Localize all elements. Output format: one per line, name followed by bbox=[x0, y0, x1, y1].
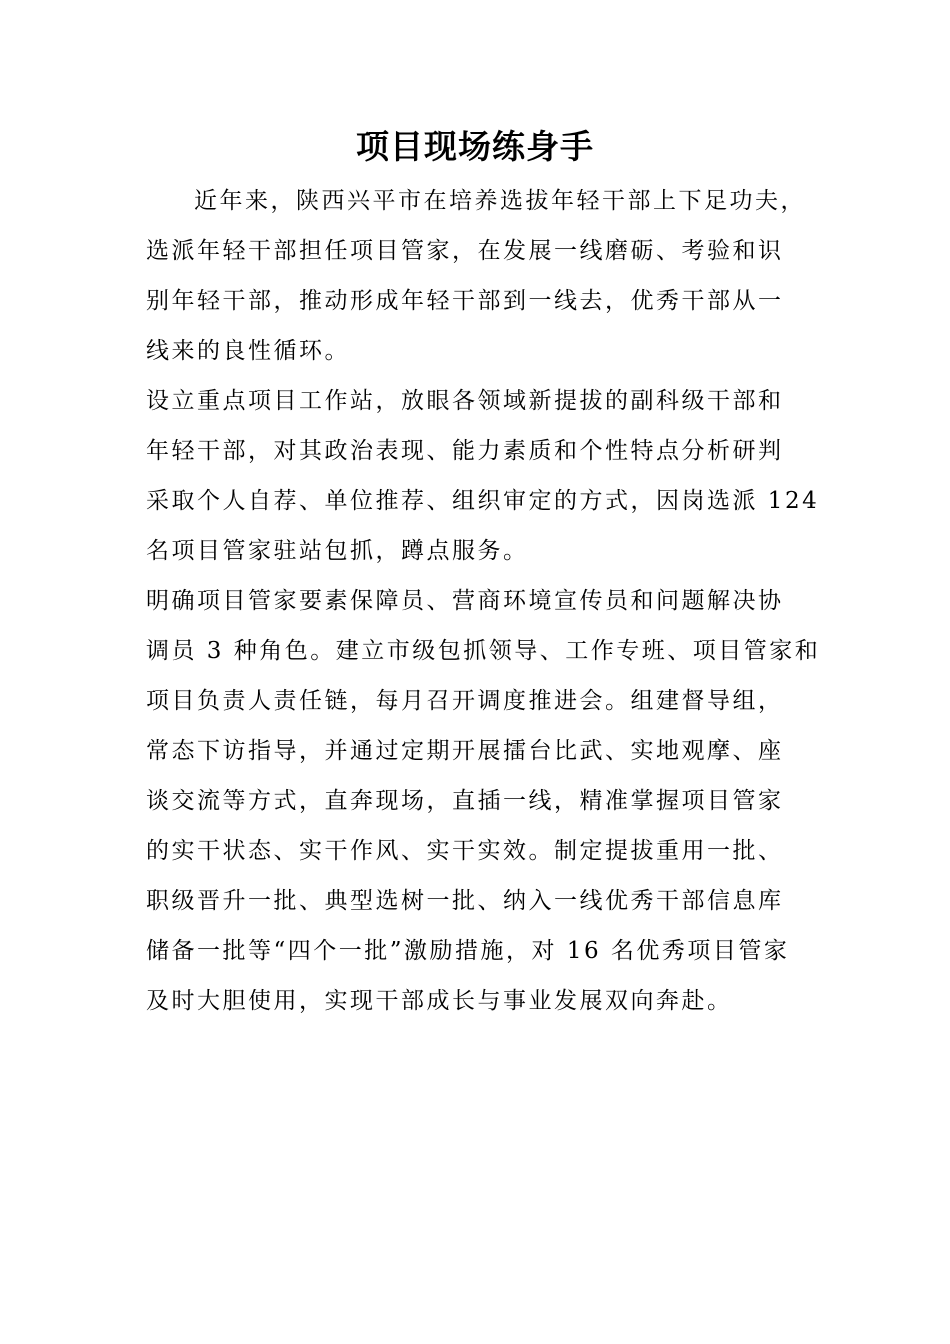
document-body bbox=[146, 176, 836, 1026]
paragraph-line: 明确项目管家要素保障员、营商环境宣传员和问题解决协 bbox=[146, 588, 784, 614]
paragraph-line: 的实干状态、实干作风、实干实效。制定提拔重用一批、 bbox=[146, 838, 784, 864]
paragraph-line: 储备一批等“四个一批”激励措施，对 16 名优秀项目管家 bbox=[146, 938, 790, 964]
paragraph-line: 常态下访指导，并通过定期开展擂台比武、实地观摩、座 bbox=[146, 738, 784, 764]
paragraph-line: 线来的良性循环。 bbox=[146, 338, 350, 364]
paragraph-line: 近年来，陕西兴平市在培养选拔年轻干部上下足功夫， bbox=[194, 188, 806, 214]
paragraph-line: 别年轻干部，推动形成年轻干部到一线去，优秀干部从一 bbox=[146, 288, 784, 314]
paragraph-line: 选派年轻干部担任项目管家，在发展一线磨砺、考验和识 bbox=[146, 238, 784, 264]
paragraph-line: 及时大胆使用，实现干部成长与事业发展双向奔赴。 bbox=[146, 988, 733, 1014]
document-title: 项目现场练身手 bbox=[356, 127, 594, 166]
paragraph-line: 设立重点项目工作站，放眼各领域新提拔的副科级干部和 bbox=[146, 388, 784, 414]
paragraph-line: 名项目管家驻站包抓，蹲点服务。 bbox=[146, 538, 529, 564]
paragraph-line: 年轻干部，对其政治表现、能力素质和个性特点分析研判 bbox=[146, 438, 784, 464]
paragraph-line: 谈交流等方式，直奔现场，直插一线，精准掌握项目管家 bbox=[146, 788, 784, 814]
paragraph-line: 职级晋升一批、典型选树一批、纳入一线优秀干部信息库 bbox=[146, 888, 784, 914]
paragraph-line: 采取个人自荐、单位推荐、组织审定的方式，因岗选派 124 bbox=[146, 488, 820, 514]
paragraph-line: 项目负责人责任链，每月召开调度推进会。组建督导组， bbox=[146, 688, 784, 714]
paragraph-line: 调员 3 种角色。建立市级包抓领导、工作专班、项目管家和 bbox=[146, 638, 821, 664]
